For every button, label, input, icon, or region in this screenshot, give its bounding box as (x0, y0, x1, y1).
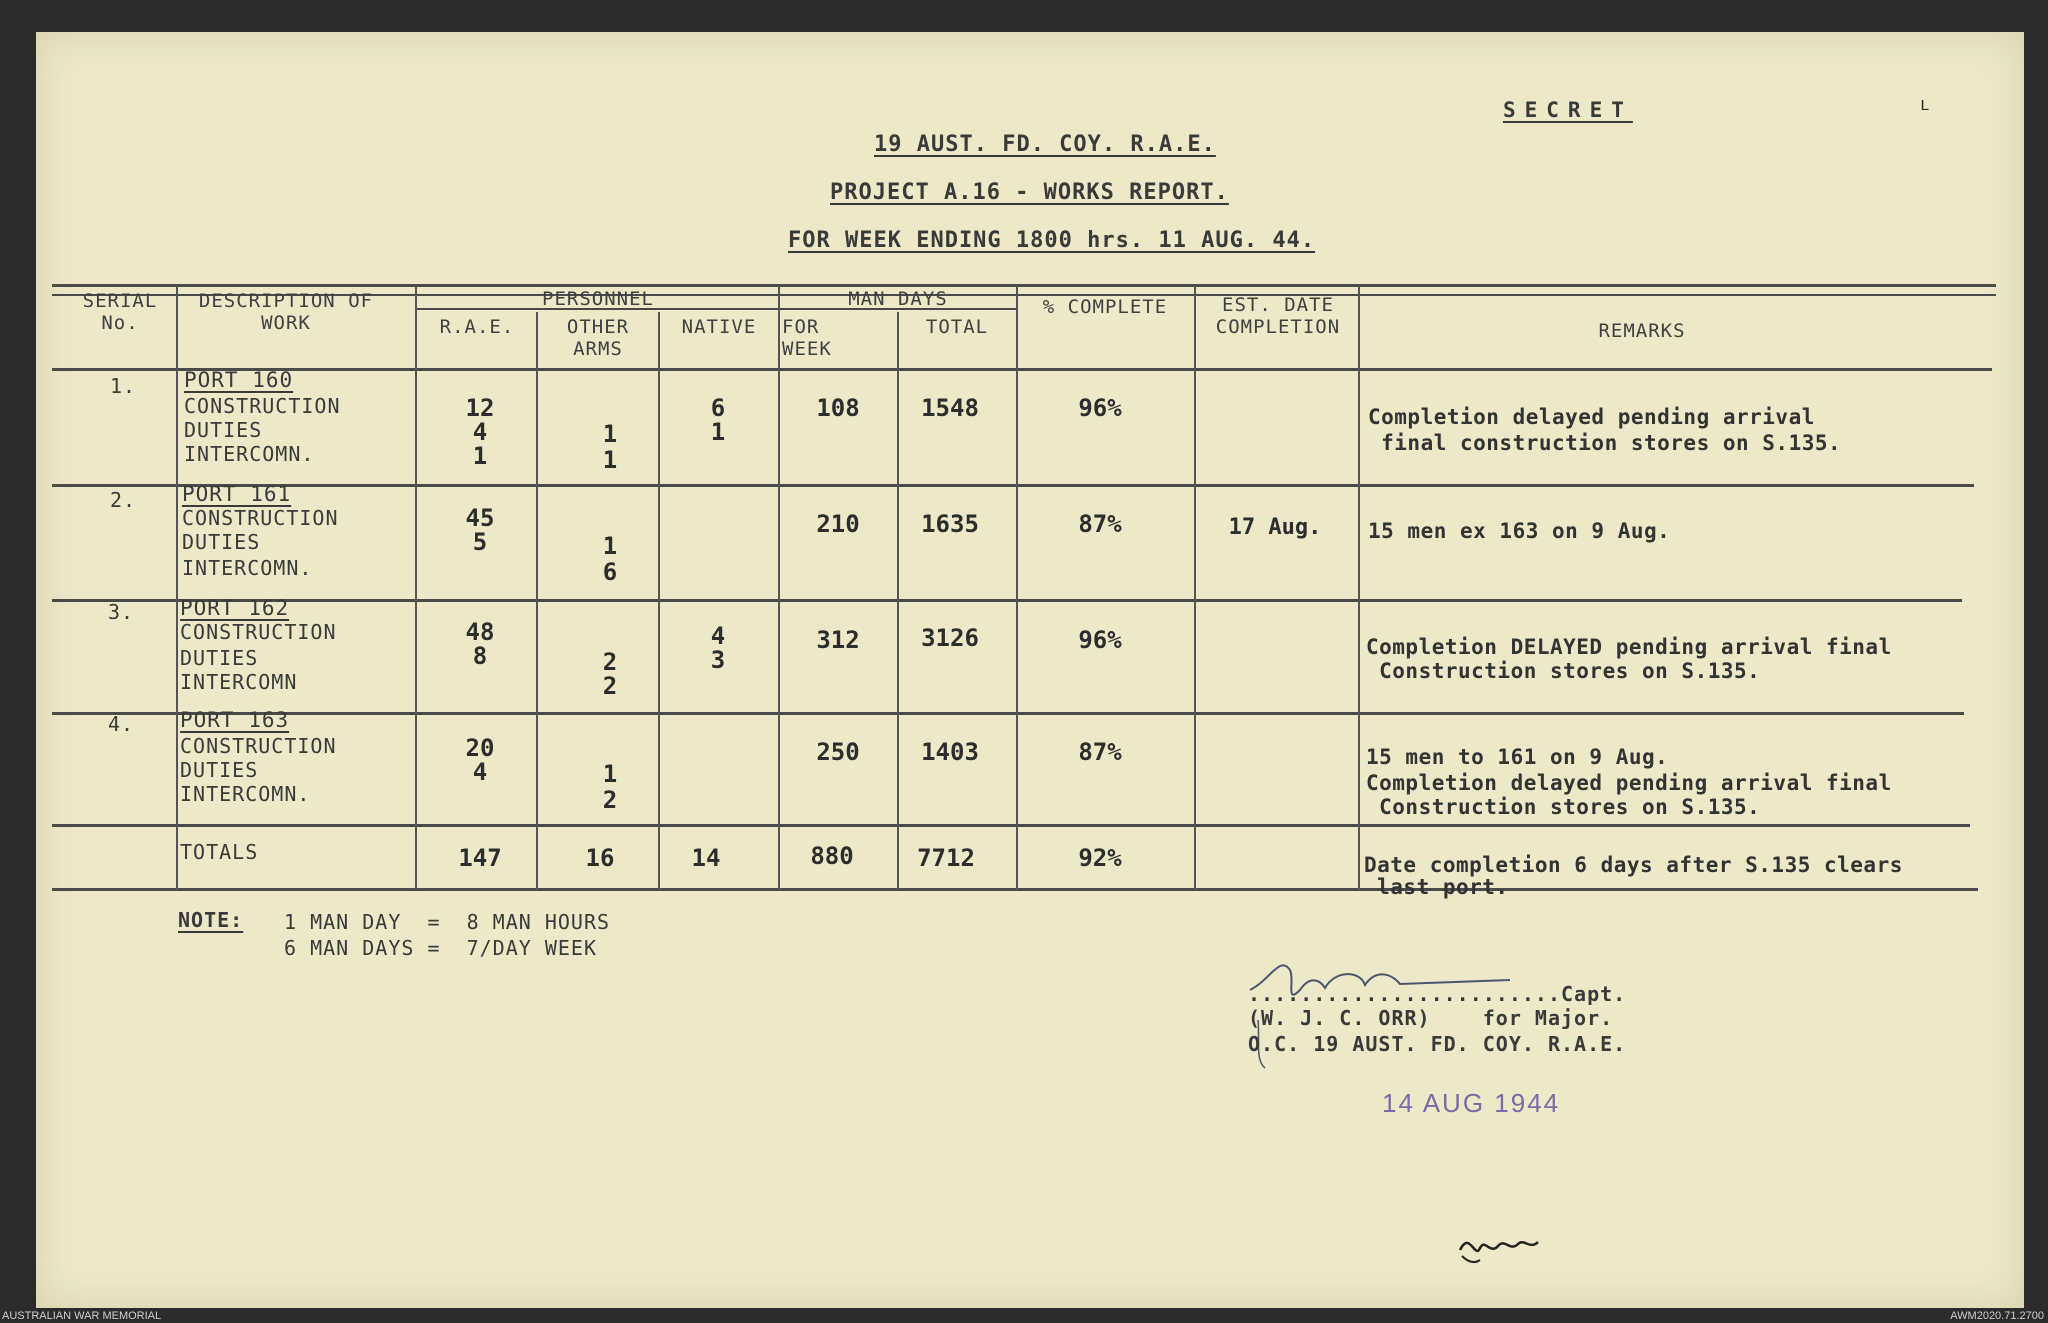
for-week-value: 312 (816, 626, 860, 654)
col-header-serial: SERIAL No. (82, 290, 158, 334)
rae-value: 20 (465, 734, 495, 762)
handwritten-mark: ᴸ (1918, 96, 1933, 124)
vrule-pct (1194, 286, 1196, 890)
remarks-line: 15 men ex 163 on 9 Aug. (1368, 519, 1671, 543)
for-week-value: 210 (816, 510, 860, 538)
for-week-value: 108 (816, 394, 860, 422)
work-item: INTERCOMN. (182, 556, 313, 580)
totals-label: TOTALS (180, 840, 259, 864)
serial-cell: 2. (110, 488, 137, 512)
remarks-line: 15 men to 161 on 9 Aug. (1366, 745, 1669, 769)
pct-value: 87% (1078, 510, 1122, 538)
serial-cell: 3. (108, 600, 135, 624)
footer-right: AWM2020.71.2700 (1950, 1310, 2044, 1322)
col-header-personnel: PERSONNEL (542, 288, 654, 310)
work-item: CONSTRUCTION (184, 394, 341, 418)
note-line: 1 MAN DAY = 8 MAN HOURS (284, 910, 611, 934)
total-value: 3126 (921, 624, 979, 652)
native-value: 6 (710, 394, 726, 422)
other-value: 1 (602, 420, 618, 448)
col-header-other-arms: OTHER ARMS (566, 316, 630, 360)
signature-dots: ........................Capt. (1248, 982, 1627, 1006)
header-bottom-rule (52, 368, 1992, 371)
vrule-native (778, 286, 780, 890)
totals-rae: 147 (458, 844, 502, 872)
rae-value: 48 (465, 618, 495, 646)
work-item: INTERCOMN. (184, 442, 315, 466)
port-name: PORT 162 (180, 596, 290, 620)
other-value: 1 (602, 446, 618, 474)
totals-total: 7712 (917, 844, 975, 872)
rae-value: 45 (465, 504, 495, 532)
pct-value: 96% (1078, 626, 1122, 654)
pct-value: 96% (1078, 394, 1122, 422)
vrule-forweek (897, 312, 899, 890)
rae-value: 12 (465, 394, 495, 422)
work-item: DUTIES (180, 758, 259, 782)
col-header-native: NATIVE (681, 316, 757, 338)
note-label: NOTE: (178, 908, 244, 932)
vrule-serial (176, 286, 178, 890)
remarks-line: last port. (1364, 875, 1509, 899)
col-header-total: TOTAL (925, 316, 989, 338)
work-item: INTERCOMN. (180, 782, 311, 806)
row-rule-2 (52, 599, 1962, 602)
table-top-rule (52, 284, 1996, 287)
totals-pct: 92% (1078, 844, 1122, 872)
col-header-man-days: MAN DAYS (848, 288, 948, 310)
serial-cell: 4. (108, 712, 135, 736)
totals-native: 14 (691, 844, 721, 872)
remarks-line: Completion delayed pending arrival final (1366, 771, 1892, 795)
remarks-line: Completion DELAYED pending arrival final (1366, 635, 1892, 659)
rae-value: 5 (472, 528, 488, 556)
col-header-est-date: EST. DATE COMPLETION (1215, 294, 1341, 338)
remarks-line: final construction stores on S.135. (1368, 431, 1842, 455)
project-title: PROJECT A.16 - WORKS REPORT. (830, 180, 1229, 205)
other-value: 2 (602, 786, 618, 814)
date-stamp: 14 AUG 1944 (1382, 1088, 1561, 1118)
col-header-description: DESCRIPTION OF WORK (198, 290, 374, 334)
other-value: 2 (602, 672, 618, 700)
unit-title: 19 AUST. FD. COY. R.A.E. (874, 132, 1216, 157)
total-value: 1403 (921, 738, 979, 766)
row-rule-1 (52, 484, 1974, 487)
other-value: 6 (602, 558, 618, 586)
total-value: 1635 (921, 510, 979, 538)
totals-bottom-rule (52, 888, 1978, 891)
work-item: CONSTRUCTION (182, 506, 339, 530)
report-period: FOR WEEK ENDING 1800 hrs. 11 AUG. 44. (788, 228, 1316, 253)
port-name: PORT 160 (184, 368, 294, 392)
other-value: 1 (602, 760, 618, 788)
work-item: DUTIES (184, 418, 263, 442)
vrule-rae (536, 312, 538, 890)
work-item: DUTIES (180, 646, 259, 670)
row-rule-4 (52, 824, 1970, 827)
native-value: 3 (710, 646, 726, 674)
note-line: 6 MAN DAYS = 7/DAY WEEK (284, 936, 597, 960)
work-item: CONSTRUCTION (180, 734, 337, 758)
totals-for-week: 880 (810, 842, 854, 870)
vrule-est (1358, 286, 1360, 890)
rae-value: 8 (472, 642, 488, 670)
remarks-line: Date completion 6 days after S.135 clears (1364, 853, 1903, 877)
native-value: 4 (710, 622, 726, 650)
work-item: DUTIES (182, 530, 261, 554)
other-value: 2 (602, 648, 618, 676)
remarks-line: Construction stores on S.135. (1366, 659, 1761, 683)
port-name: PORT 163 (180, 708, 290, 732)
vrule-desc (415, 286, 417, 890)
port-name: PORT 161 (182, 482, 292, 506)
pct-value: 87% (1078, 738, 1122, 766)
for-week-value: 250 (816, 738, 860, 766)
signature-name: (W. J. C. ORR) for Major. (1248, 1006, 1614, 1030)
native-value: 1 (710, 418, 726, 446)
other-value: 1 (602, 532, 618, 560)
row-rule-3 (52, 712, 1964, 715)
col-header-rae: R.A.E. (439, 316, 515, 338)
footer-left: AUSTRALIAN WAR MEMORIAL (2, 1310, 162, 1322)
handwritten-initials (1450, 1220, 1560, 1270)
rae-value: 4 (472, 758, 488, 786)
totals-other: 16 (585, 844, 615, 872)
col-header-pct-complete: % COMPLETE (1042, 296, 1168, 318)
col-header-for-week: FOR WEEK (782, 316, 832, 360)
total-value: 1548 (921, 394, 979, 422)
est-date-value: 17 Aug. (1228, 515, 1322, 540)
rae-value: 1 (472, 442, 488, 470)
vrule-total (1016, 286, 1018, 890)
serial-cell: 1. (110, 374, 137, 398)
classification-label: SECRET (1503, 98, 1633, 122)
remarks-line: Completion delayed pending arrival (1368, 405, 1815, 429)
work-item: INTERCOMN (180, 670, 298, 694)
rae-value: 4 (472, 418, 488, 446)
signature-oc: O.C. 19 AUST. FD. COY. R.A.E. (1248, 1032, 1627, 1056)
col-header-remarks: REMARKS (1598, 320, 1686, 342)
work-item: CONSTRUCTION (180, 620, 337, 644)
remarks-line: Construction stores on S.135. (1366, 795, 1761, 819)
